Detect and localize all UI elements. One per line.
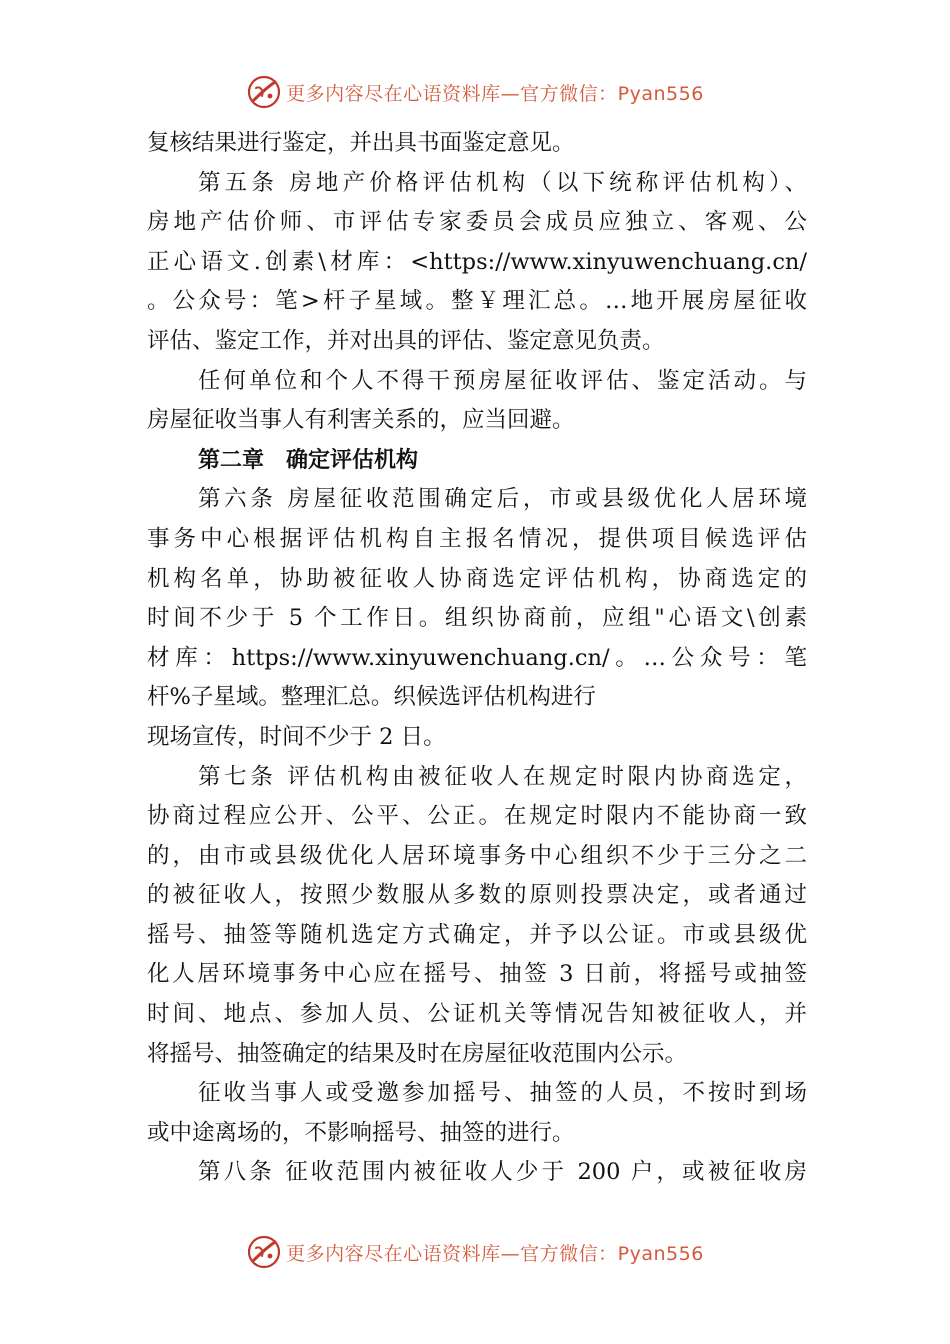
text-line: 或中途离场的，不影响摇号、抽签的进行。: [147, 1119, 575, 1146]
header-watermark-banner: [0, 72, 950, 112]
brush-logo-icon: [246, 74, 282, 110]
text-line: 机构名单，协助被征收人协商选定评估机构，协商选定的: [147, 565, 807, 592]
text-line: 复核结果进行鉴定，并出具书面鉴定意见。: [147, 130, 575, 156]
text-line: 将摇号、抽签确定的结果及时在房屋征收范围内公示。: [147, 1040, 688, 1067]
text-line: 征收当事人或受邀参加摇号、抽签的人员，不按时到场: [198, 1080, 807, 1107]
watermark-text: 更多内容尽在心语资料库—官方微信：Pyan556: [286, 82, 704, 105]
footer-watermark-banner: [0, 1232, 950, 1272]
text-line: 房屋征收当事人有利害关系的，应当回避。: [147, 407, 575, 434]
text-line: 第五条 房地产价格评估机构（以下统称评估机构）、: [198, 169, 807, 196]
text-line: 评估、鉴定工作，并对出具的评估、鉴定意见负责。: [147, 327, 665, 354]
chapter-name: 确定评估机构: [286, 447, 419, 473]
text-line: 时间不少于 5 个工作日。组织协商前，应组"心语文\创素: [147, 605, 807, 632]
text-line: 杆%子星域。整理汇总。织候选评估机构进行: [147, 684, 596, 711]
text-line: 材库：https://www.xinyuwenchuang.cn/。…公众号：笔: [147, 644, 807, 671]
text-line: 第八条 征收范围内被征收人少于 200 户，或被征收房: [198, 1159, 807, 1186]
text-line: 第七条 评估机构由被征收人在规定时限内协商选定，: [198, 763, 807, 790]
document-body: [147, 124, 807, 1193]
text-line: 事务中心根据评估机构自主报名情况，提供项目候选评估: [147, 525, 807, 552]
chapter-heading: [147, 441, 807, 481]
text-line: 摇号、抽签等随机选定方式确定，并予以公证。市或县级优: [147, 921, 807, 948]
chapter-number: 第二章: [198, 447, 265, 473]
text-line: 的，由市或县级优化人居环境事务中心组织不少于三分之二: [147, 842, 807, 869]
watermark-text: 更多内容尽在心语资料库—官方微信：Pyan556: [286, 1242, 704, 1265]
text-line: 。公众号：笔>杆子星域。整￥理汇总。…地开展房屋征收: [147, 288, 807, 315]
text-line: 现场宣传，时间不少于 2 日。: [147, 723, 446, 750]
text-line: 第六条 房屋征收范围确定后，市或县级优化人居环境: [198, 486, 807, 513]
text-line: 房地产估价师、市评估专家委员会成员应独立、客观、公: [147, 209, 807, 236]
brush-logo-icon: [246, 1234, 282, 1270]
text-line: 正心语文.创素\材库：<https://www.xinyuwenchuang.cn/: [147, 248, 807, 275]
text-line: 协商过程应公开、公平、公正。在规定时限内不能协商一致: [147, 803, 807, 830]
text-line: 时间、地点、参加人员、公证机关等情况告知被征收人，并: [147, 1001, 807, 1028]
text-line: 任何单位和个人不得干预房屋征收评估、鉴定活动。与: [198, 367, 807, 394]
text-line: 的被征收人，按照少数服从多数的原则投票决定，或者通过: [147, 882, 807, 909]
text-line: 化人居环境事务中心应在摇号、抽签 3 日前，将摇号或抽签: [147, 961, 807, 988]
